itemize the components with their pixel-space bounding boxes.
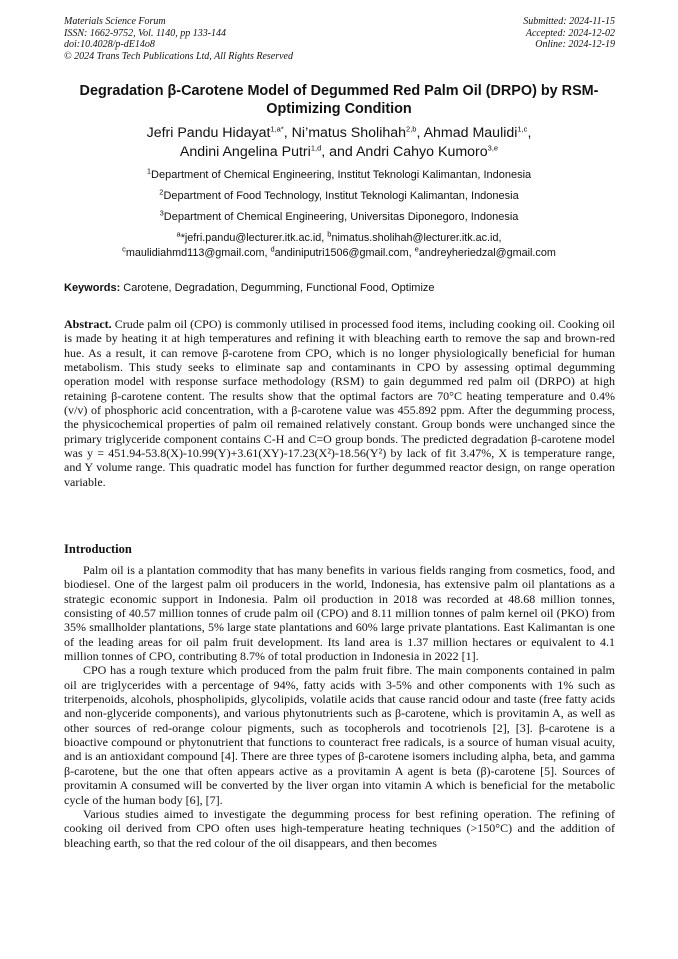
copyright-notice: © 2024 Trans Tech Publications Ltd, All Rights Reserved xyxy=(64,50,293,62)
online-date: Online: 2024-12-19 xyxy=(535,39,615,50)
publication-dates xyxy=(523,16,615,51)
affiliation: $^1$Department of Chemical Engineering, Institut Teknologi Kalimantan, Indonesia xyxy=(146,166,532,181)
author: Jefri Pandu Hidayat$^{1,a*}$ xyxy=(146,124,284,141)
abstract-text: Crude palm oil (CPO) is commonly utilised in processed food items, including cooking oil. Cooking oil is made by heating it at high temperatures and refining it with bleaching earth to remove the sap and brown-red hue. As a result, it can remove β-carotene from CPO, which is no longer physiologically beneficial for human metabolism. This study seeks to eliminate sap and contaminants in CPO by assessing optimal degumming operation model with response surface methodology (RSM) to gain degummed red palm oil (DRPO) at high retaining β-carotene content. The results show that the optimal factors are 70°C heating temperature and 0.4% (v/v) of phosphoric acid concentration, with a β-carotene value was 455.892 ppm. After the degumming process, the physicochemical properties of palm oil remained relatively constant. Group bonds were unchanged since the primary triglyceride component contains C-H and C=O group bonds. The predicted degradation β-carotene model was y = 451.94-53.8(X)-10.99(Y)+3.61(XY)-17.23(X²)-18.56(Y²) by lack of fit 3.47%, X is temperature range, and Y volume range. This quadratic model has function for further degummed reactor design, on range operation variable. xyxy=(64,317,615,489)
email[interactable]: $^a$*jefri.pandu@lecturer.itk.ac.id xyxy=(176,229,322,244)
author: Andini Angelina Putri$^{1,d}$ xyxy=(179,143,322,160)
author: Ni’matus Sholihah$^{2,b}$ xyxy=(291,124,417,141)
accepted-date: Accepted: 2024-12-02 xyxy=(525,27,615,39)
email[interactable]: $^c$maulidiahmd113@gmail.com xyxy=(122,244,265,259)
journal-header xyxy=(64,16,293,62)
abstract-label: Abstract. xyxy=(64,317,112,331)
keywords-text: Carotene, Degradation, Degumming, Functional Food, Optimize xyxy=(120,282,435,294)
paragraph: CPO has a rough texture which produced from the palm fruit fibre. The main components contained in palm oil are triglycerides with a percentage of 94%, fatty acids with 3-5% and other components with 1% such as triterpenoids, alcohols, phospholipids, glycolipids, volatile acids that cause rancid odour and taste (free fatty acids and non-glyceride components), and various phytonutrients such as β-carotene, which is provitamin A, as well as other sources of red-orange colour pigments, such as tocopherols and tocotrienols [2], [3]. β-carotene is a bioactive compound or phytonutrient that functions to counteract free radicals, is a source of human visual acuity, and is an antioxidant compound [4]. There are three types of β-carotene isomers including alpha, beta, and gamma β-carotene, but the one that often appears active as a provitamin A agent is beta (β)-carotene [5]. Sources of provitamin A consumed will be converted by the liver organ into vitamin A which is beneficial for the metabolic cycle of the human body [6], [7]. xyxy=(64,663,615,807)
submitted-date: Submitted: 2024-11-15 xyxy=(523,16,615,27)
abstract xyxy=(64,317,615,489)
email[interactable]: $^d$andiniputri1506@gmail.com xyxy=(270,244,409,259)
section-heading-introduction: Introduction xyxy=(64,542,132,556)
paragraph: Various studies aimed to investigate the degumming process for best refining operation. The refining of cooking oil derived from CPO often uses high-temperature heating techniques (>150°C) and the addition of bleaching earth, so that the red colour of the oil disappears, and then becomes xyxy=(64,806,615,850)
paragraph: Palm oil is a plantation commodity that has many benefits in various fields ranging from cosmetics, food, and biodiesel. One of the largest palm oil producers in the world, Indonesia, has extensive palm oil plantations as a strategic economic support in Indonesia. Palm oil production in 2018 was recorded at 48.68 million tonnes, consisting of 40.57 million tonnes of crude palm oil (CPO) and 8.11 million tonnes of palm kernel oil (PKO) from 35% smallholder plantations, 5% large state plantations and 60% large private plantations. East Kalimantan is one of the leading areas for oil palm fruit development. Its land area is 1.37 million hectares or equivalent to 4.1 million tonnes of CPO, contributing 8.7% of total production in Indonesia in 2022 [1]. xyxy=(64,563,615,664)
email[interactable]: $^b$nimatus.sholihah@lecturer.itk.ac.id xyxy=(327,229,499,244)
keywords-label: Keywords: xyxy=(64,282,121,294)
affiliation: $^3$Department of Chemical Engineering, Universitas Diponegoro, Indonesia xyxy=(159,208,519,223)
email[interactable]: $^e$andreyheriedzal@gmail.com xyxy=(414,244,556,259)
author-emails: $^a$*jefri.pandu@lecturer.itk.ac.id, $^b$nimatus.sholihah@lecturer.itk.ac.id, $^c$maulidiahmd113@gmail.com, $^d$andiniputri1506@gmail.com, $^e$andreyheriedzal@gmail.com xyxy=(122,229,556,259)
affiliation: $^2$Department of Food Technology, Institut Teknologi Kalimantan, Indonesia xyxy=(159,187,519,202)
author: Ahmad Maulidi$^{1,c}$ xyxy=(423,124,528,141)
keywords xyxy=(64,281,616,295)
author-list: Jefri Pandu Hidayat$^{1,a*}$, Ni’matus Sholihah$^{2,b}$, Ahmad Maulidi$^{1,c}$, Andini Angelina Putri$^{1,d}$, and Andri Cahyo Kumoro$^{3,e}$ xyxy=(146,124,532,160)
journal-issn: ISSN: 1662-9752, Vol. 1140, pp 133-144 xyxy=(64,27,227,39)
journal-doi: doi:10.4028/p-dE14o8 xyxy=(64,39,155,50)
author: Andri Cahyo Kumoro$^{3,e}$ xyxy=(355,143,499,160)
paper-title: Degradation β-Carotene Model of Degummed Red Palm Oil (DRPO) by RSM-Optimizing Condition xyxy=(79,83,599,117)
journal-name: Materials Science Forum xyxy=(64,16,166,27)
introduction-body xyxy=(64,563,615,850)
